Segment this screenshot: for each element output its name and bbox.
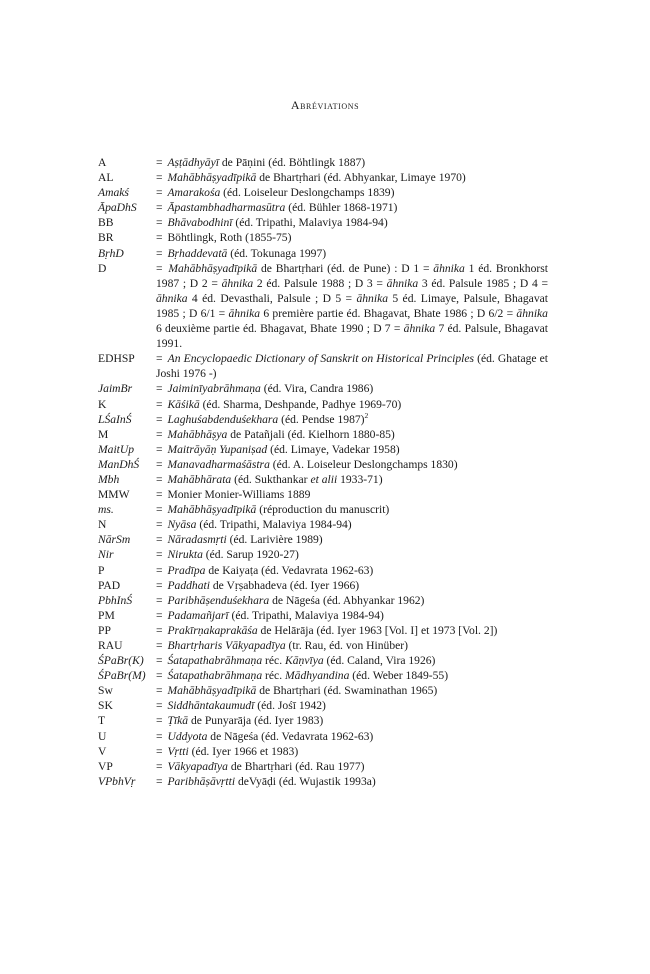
definition-title-italic: Jaiminīyabrāhmaṇa xyxy=(167,382,261,396)
definition-text: (éd. Jośī 1942) xyxy=(254,699,326,713)
abbreviation-term: BR xyxy=(98,231,114,245)
definition-text: (éd. Sarup 1920-27) xyxy=(202,548,299,562)
definition-text: (éd. Tripathi, Malaviya 1984-94) xyxy=(232,216,388,230)
definition-text: de Pāṇini (éd. Böhtlingk 1887) xyxy=(218,156,366,169)
definition-text: de Vṛṣabhadeva (éd. Iyer 1966) xyxy=(209,578,360,592)
abbreviation-entry xyxy=(98,261,548,352)
abbreviation-term: ManDhŚ xyxy=(98,457,140,471)
definition-title-italic: Kāśikā xyxy=(167,397,200,411)
definition-title-italic: āhnika xyxy=(356,291,389,305)
abbreviation-entry xyxy=(98,698,548,713)
equals-sign: = xyxy=(156,412,163,426)
abbreviation-term: SK xyxy=(98,699,113,713)
abbreviation-definition xyxy=(156,698,548,713)
definition-title-italic: Bhartṛharis Vākyapadīya xyxy=(167,639,286,652)
equals-sign: = xyxy=(156,714,163,728)
definition-title-italic: An Encyclopaedic Dictionary of Sanskrit on Historical Principles xyxy=(167,352,474,366)
equals-sign: = xyxy=(156,171,163,185)
abbreviation-term: VP xyxy=(98,759,113,773)
definition-title-italic: Laghuśabdenduśekhara xyxy=(167,412,279,426)
equals-sign: = xyxy=(156,639,163,652)
definition-title-italic: Siddhāntakaumudī xyxy=(167,699,255,713)
abbreviation-term: EDHSP xyxy=(98,352,135,366)
abbreviation-entry xyxy=(98,713,548,728)
abbreviation-term: N xyxy=(98,518,107,532)
equals-sign: = xyxy=(156,231,163,245)
definition-text: (éd. Vira, Candra 1986) xyxy=(260,382,374,396)
abbreviation-term: P xyxy=(98,563,105,577)
definition-title-italic: Bhāvabodhinī xyxy=(167,216,233,230)
abbreviation-definition xyxy=(156,517,548,532)
definition-text: (éd. Tokunaga 1997) xyxy=(227,246,327,260)
abbreviation-entry xyxy=(98,759,548,774)
abbreviation-term: AL xyxy=(98,171,114,185)
definition-title-italic: Bṛhaddevatā xyxy=(167,246,228,260)
equals-sign: = xyxy=(156,578,163,592)
equals-sign: = xyxy=(156,427,163,441)
abbreviation-term: VPbhVṛ xyxy=(98,774,136,788)
abbreviation-entry xyxy=(98,381,548,396)
equals-sign: = xyxy=(156,488,163,502)
definition-text: (éd. Limaye, Vadekar 1958) xyxy=(267,442,400,456)
abbreviation-definition xyxy=(156,261,548,352)
definition-text: de Kaiyaṭa (éd. Vedavrata 1962-63) xyxy=(205,563,374,577)
definition-title-italic: āhnika xyxy=(156,291,188,305)
definition-title-italic: Paribhāṣenduśekhara xyxy=(167,593,270,607)
footnote-marker: 2 xyxy=(364,410,369,420)
definition-text: Monier Monier-Williams 1889 xyxy=(167,488,311,502)
abbreviation-entry xyxy=(98,230,548,245)
abbreviation-definition xyxy=(156,412,548,427)
abbreviation-term: RAU xyxy=(98,639,123,652)
abbreviation-definition xyxy=(156,155,548,170)
abbreviation-term: ŚPaBr(K) xyxy=(98,654,144,668)
abbreviation-definition xyxy=(156,774,548,789)
definition-text: (éd. Larivière 1989) xyxy=(226,533,323,547)
abbreviation-entry xyxy=(98,397,548,412)
equals-sign: = xyxy=(156,156,163,169)
abbreviation-term: D xyxy=(98,261,107,275)
abbreviation-entry xyxy=(98,517,548,532)
definition-title-italic: Śatapathabrāhmaṇa xyxy=(167,654,263,668)
definition-title-italic: Amarakośa xyxy=(167,186,221,200)
abbreviation-entry xyxy=(98,457,548,472)
abbreviation-definition xyxy=(156,487,548,502)
abbreviation-term: Amakś xyxy=(98,186,129,200)
equals-sign: = xyxy=(156,246,163,260)
definition-title-italic: Nāradasmṛti xyxy=(167,533,227,547)
abbreviation-entry xyxy=(98,155,548,170)
abbreviation-term: NārSm xyxy=(98,533,131,547)
abbreviation-definition xyxy=(156,246,548,261)
page-title: Abréviations xyxy=(290,98,360,112)
equals-sign: = xyxy=(156,382,163,396)
abbreviation-definition xyxy=(156,532,548,547)
definition-title-italic: Ṭīkā xyxy=(167,714,189,728)
definition-title-italic: Kāṇvīya xyxy=(285,654,324,668)
abbreviation-entry xyxy=(98,744,548,759)
abbreviation-entry xyxy=(98,442,548,457)
equals-sign: = xyxy=(156,442,163,456)
definition-text: 1933-71) xyxy=(337,472,383,486)
definition-title-italic: Manavadharmaśāstra xyxy=(167,457,270,471)
definition-title-italic: Mahābhāṣyadīpikā xyxy=(167,171,257,185)
equals-sign: = xyxy=(156,684,163,698)
abbreviation-definition xyxy=(156,593,548,608)
abbreviation-entry xyxy=(98,472,548,487)
definition-text: (éd. Pendse 1987) xyxy=(278,412,365,426)
abbreviation-definition xyxy=(156,729,548,744)
equals-sign: = xyxy=(156,654,163,668)
abbreviation-definition xyxy=(156,608,548,623)
definition-title-italic: Vṛtti xyxy=(167,744,189,758)
abbreviation-definition xyxy=(156,442,548,457)
abbreviation-definition xyxy=(156,427,548,442)
definition-text: (éd. Weber 1849-55) xyxy=(349,669,449,683)
definition-title-italic: Mahābhārata xyxy=(167,472,232,486)
abbreviation-entry xyxy=(98,623,548,638)
definition-title-italic: Nyāsa xyxy=(167,518,197,532)
abbreviation-entry xyxy=(98,563,548,578)
definition-title-italic: āhnika xyxy=(386,276,419,290)
definition-text: de Bhartṛhari (éd. Rau 1977) xyxy=(227,759,365,773)
definition-title-italic: āhnika xyxy=(516,306,548,320)
definition-title-italic: Prakīrṇakaprakāśa xyxy=(167,623,258,637)
definition-text: (éd. Caland, Vira 1926) xyxy=(323,654,436,668)
abbreviation-term: PbhInŚ xyxy=(98,593,133,607)
definition-title-italic: Padamañjarī xyxy=(167,608,229,622)
abbreviation-entry xyxy=(98,412,548,427)
abbreviation-definition xyxy=(156,502,548,517)
abbreviation-term: Sw xyxy=(98,684,113,698)
abbreviation-list xyxy=(98,155,548,789)
abbreviation-entry xyxy=(98,683,548,698)
abbreviation-definition xyxy=(156,578,548,593)
definition-text: 6 première partie éd. Bhagavat, Bhate 1986 ; D 6/2 = xyxy=(260,306,517,320)
abbreviation-definition xyxy=(156,472,548,487)
definition-title-italic: et alii xyxy=(310,472,338,486)
abbreviation-definition xyxy=(156,563,548,578)
abbreviation-term: K xyxy=(98,397,107,411)
abbreviation-definition xyxy=(156,215,548,230)
definition-title-italic: Aṣṭādhyāyī xyxy=(167,156,219,169)
definition-title-italic: Vākyapadīya xyxy=(167,759,228,773)
equals-sign: = xyxy=(156,397,163,411)
abbreviation-entry xyxy=(98,170,548,185)
abbreviation-definition xyxy=(156,457,548,472)
abbreviation-term: LŚaInŚ xyxy=(98,412,132,426)
abbreviation-definition xyxy=(156,623,548,638)
abbreviation-definition xyxy=(156,230,548,245)
abbreviation-entry xyxy=(98,185,548,200)
definition-text: (éd. Bühler 1868-1971) xyxy=(285,201,398,215)
abbreviation-entry xyxy=(98,668,548,683)
definition-text: (réproduction du manuscrit) xyxy=(256,503,390,517)
equals-sign: = xyxy=(156,186,163,200)
abbreviation-entry xyxy=(98,547,548,562)
definition-title-italic: āhnika xyxy=(228,306,261,320)
equals-sign: = xyxy=(156,774,163,788)
definition-title-italic: Maitrāyāṇ Yupaniṣad xyxy=(167,442,268,456)
abbreviation-definition xyxy=(156,653,548,668)
definition-text: réc. xyxy=(262,669,285,683)
abbreviation-term: ĀpaDhS xyxy=(98,201,137,215)
definition-text: de Bhartṛhari (éd. Swaminathan 1965) xyxy=(256,684,438,698)
abbreviation-entry xyxy=(98,608,548,623)
equals-sign: = xyxy=(156,623,163,637)
abbreviation-term: U xyxy=(98,729,107,743)
equals-sign: = xyxy=(156,533,163,547)
definition-title-italic: āhnika xyxy=(221,276,254,290)
abbreviation-definition xyxy=(156,185,548,200)
abbreviation-term: T xyxy=(98,714,106,728)
definition-text: (éd. Sukthankar xyxy=(231,472,311,486)
definition-text: (éd. Sharma, Deshpande, Padhye 1969-70) xyxy=(199,397,402,411)
abbreviation-entry xyxy=(98,487,548,502)
abbreviation-term: ms. xyxy=(98,503,114,517)
abbreviation-entry xyxy=(98,532,548,547)
definition-text: de Bhartṛhari (éd. de Pune) : D 1 = xyxy=(257,261,434,275)
equals-sign: = xyxy=(156,548,163,562)
definition-text: (éd. Tripathi, Malaviya 1984-94) xyxy=(196,518,352,532)
definition-text: 5 éd. Limaye, Palsule, Bhagavat 1985 ; D 6/1 = xyxy=(156,291,548,320)
equals-sign: = xyxy=(156,744,163,758)
definition-title-italic: Mahābhāṣya xyxy=(167,427,228,441)
definition-text: (éd. Tripathi, Malaviya 1984-94) xyxy=(228,608,384,622)
equals-sign: = xyxy=(156,669,163,683)
definition-text: 3 éd. Palsule 1985 ; D 4 = xyxy=(418,276,548,290)
abbreviation-definition xyxy=(156,744,548,759)
abbreviation-term: V xyxy=(98,744,107,758)
equals-sign: = xyxy=(156,457,163,471)
definition-title-italic: Uddyota xyxy=(167,729,208,743)
abbreviation-definition xyxy=(156,397,548,412)
definition-text: de Bhartṛhari (éd. Abhyankar, Limaye 1970) xyxy=(256,171,466,185)
definition-text: de Nāgeśa (éd. Abhyankar 1962) xyxy=(269,593,425,607)
definition-text: de Nāgeśa (éd. Vedavrata 1962-63) xyxy=(207,729,374,743)
abbreviation-term: PP xyxy=(98,623,111,637)
abbreviation-term: JaimBr xyxy=(98,382,133,396)
abbreviation-term: BB xyxy=(98,216,114,230)
definition-title-italic: Paribhāṣāvṛtti xyxy=(167,774,236,788)
definition-text: 4 éd. Devasthali, Palsule ; D 5 = xyxy=(187,291,357,305)
equals-sign: = xyxy=(156,472,163,486)
equals-sign: = xyxy=(156,352,163,366)
abbreviation-term: Mbh xyxy=(98,472,120,486)
equals-sign: = xyxy=(156,201,163,215)
abbreviation-term: PAD xyxy=(98,578,121,592)
equals-sign: = xyxy=(156,699,163,713)
abbreviation-definition xyxy=(156,381,548,396)
abbreviation-entry xyxy=(98,502,548,517)
abbreviation-definition xyxy=(156,713,548,728)
definition-title-italic: āhnika xyxy=(403,322,436,336)
abbreviation-definition xyxy=(156,668,548,683)
definition-text: (éd. Iyer 1966 et 1983) xyxy=(188,744,299,758)
abbreviation-entry xyxy=(98,774,548,789)
equals-sign: = xyxy=(156,216,163,230)
definition-text: de Patañjali (éd. Kielhorn 1880-85) xyxy=(227,427,395,441)
definition-text: (éd. Loiseleur Deslongchamps 1839) xyxy=(220,186,395,200)
definition-text: (tr. Rau, éd. von Hinüber) xyxy=(285,639,408,652)
equals-sign: = xyxy=(156,518,163,532)
definition-text: 6 deuxième partie éd. Bhagavat, Bhate 1990 ; D 7 = xyxy=(156,322,404,336)
definition-title-italic: Nirukta xyxy=(167,548,203,562)
definition-text: (éd. Ghatage et Joshi 1976 -) xyxy=(156,352,548,381)
abbreviation-entry xyxy=(98,638,548,653)
abbreviation-definition xyxy=(156,351,548,381)
definition-text: 1 éd. Bronkhorst 1987 ; D 2 = xyxy=(156,261,548,290)
definition-title-italic: Paddhati xyxy=(167,578,210,592)
abbreviation-term: ŚPaBr(M) xyxy=(98,669,146,683)
definition-text: de Punyarāja (éd. Iyer 1983) xyxy=(188,714,324,728)
equals-sign: = xyxy=(156,608,163,622)
abbreviation-definition xyxy=(156,170,548,185)
equals-sign: = xyxy=(156,261,163,275)
definition-title-italic: Mahābhāṣyadīpikā xyxy=(167,684,257,698)
abbreviation-entry xyxy=(98,729,548,744)
abbreviation-term: MMW xyxy=(98,488,130,502)
abbreviation-term: A xyxy=(98,156,107,169)
definition-title-italic: Mahābhāṣyadīpikā xyxy=(167,503,257,517)
definition-title-italic: Śatapathabrāhmaṇa xyxy=(167,669,263,683)
abbreviation-definition xyxy=(156,200,548,215)
abbreviation-term: PM xyxy=(98,608,115,622)
abbreviation-entry xyxy=(98,427,548,442)
abbreviation-entry xyxy=(98,351,548,381)
equals-sign: = xyxy=(156,759,163,773)
definition-text: Böhtlingk, Roth (1855-75) xyxy=(167,231,292,245)
abbreviation-definition xyxy=(156,547,548,562)
definition-text: deVyāḍi (éd. Wujastik 1993a) xyxy=(235,774,376,788)
abbreviation-term: BṛhD xyxy=(98,246,124,260)
definition-text: (éd. A. Loiseleur Deslongchamps 1830) xyxy=(269,457,458,471)
definition-text: 2 éd. Palsule 1988 ; D 3 = xyxy=(253,276,387,290)
definition-text: de Helārāja (éd. Iyer 1963 [Vol. I] et 1973 [Vol. 2]) xyxy=(257,623,498,637)
abbreviation-entry xyxy=(98,246,548,261)
definition-title-italic: Mādhyandina xyxy=(285,669,350,683)
definition-title-italic: Pradīpa xyxy=(167,563,206,577)
abbreviation-entry xyxy=(98,200,548,215)
abbreviation-entry xyxy=(98,215,548,230)
abbreviation-entry xyxy=(98,653,548,668)
definition-title-italic: Āpastambhadharmasūtra xyxy=(167,201,286,215)
abbreviation-term: Nir xyxy=(98,548,114,562)
definition-title-italic: āhnika xyxy=(433,261,465,275)
definition-text: réc. xyxy=(262,654,285,668)
abbreviation-entry xyxy=(98,578,548,593)
equals-sign: = xyxy=(156,503,163,517)
abbreviation-term: MaitUp xyxy=(98,442,135,456)
equals-sign: = xyxy=(156,563,163,577)
equals-sign: = xyxy=(156,729,163,743)
abbreviation-definition xyxy=(156,683,548,698)
abbreviation-term: M xyxy=(98,427,109,441)
equals-sign: = xyxy=(156,593,163,607)
abbreviation-entry xyxy=(98,593,548,608)
definition-text: 7 éd. Palsule, Bhagavat 1991. xyxy=(156,322,548,351)
abbreviation-definition xyxy=(156,759,548,774)
abbreviation-definition xyxy=(156,638,548,653)
definition-title-italic: Mahābhāṣyadīpikā xyxy=(168,261,258,275)
